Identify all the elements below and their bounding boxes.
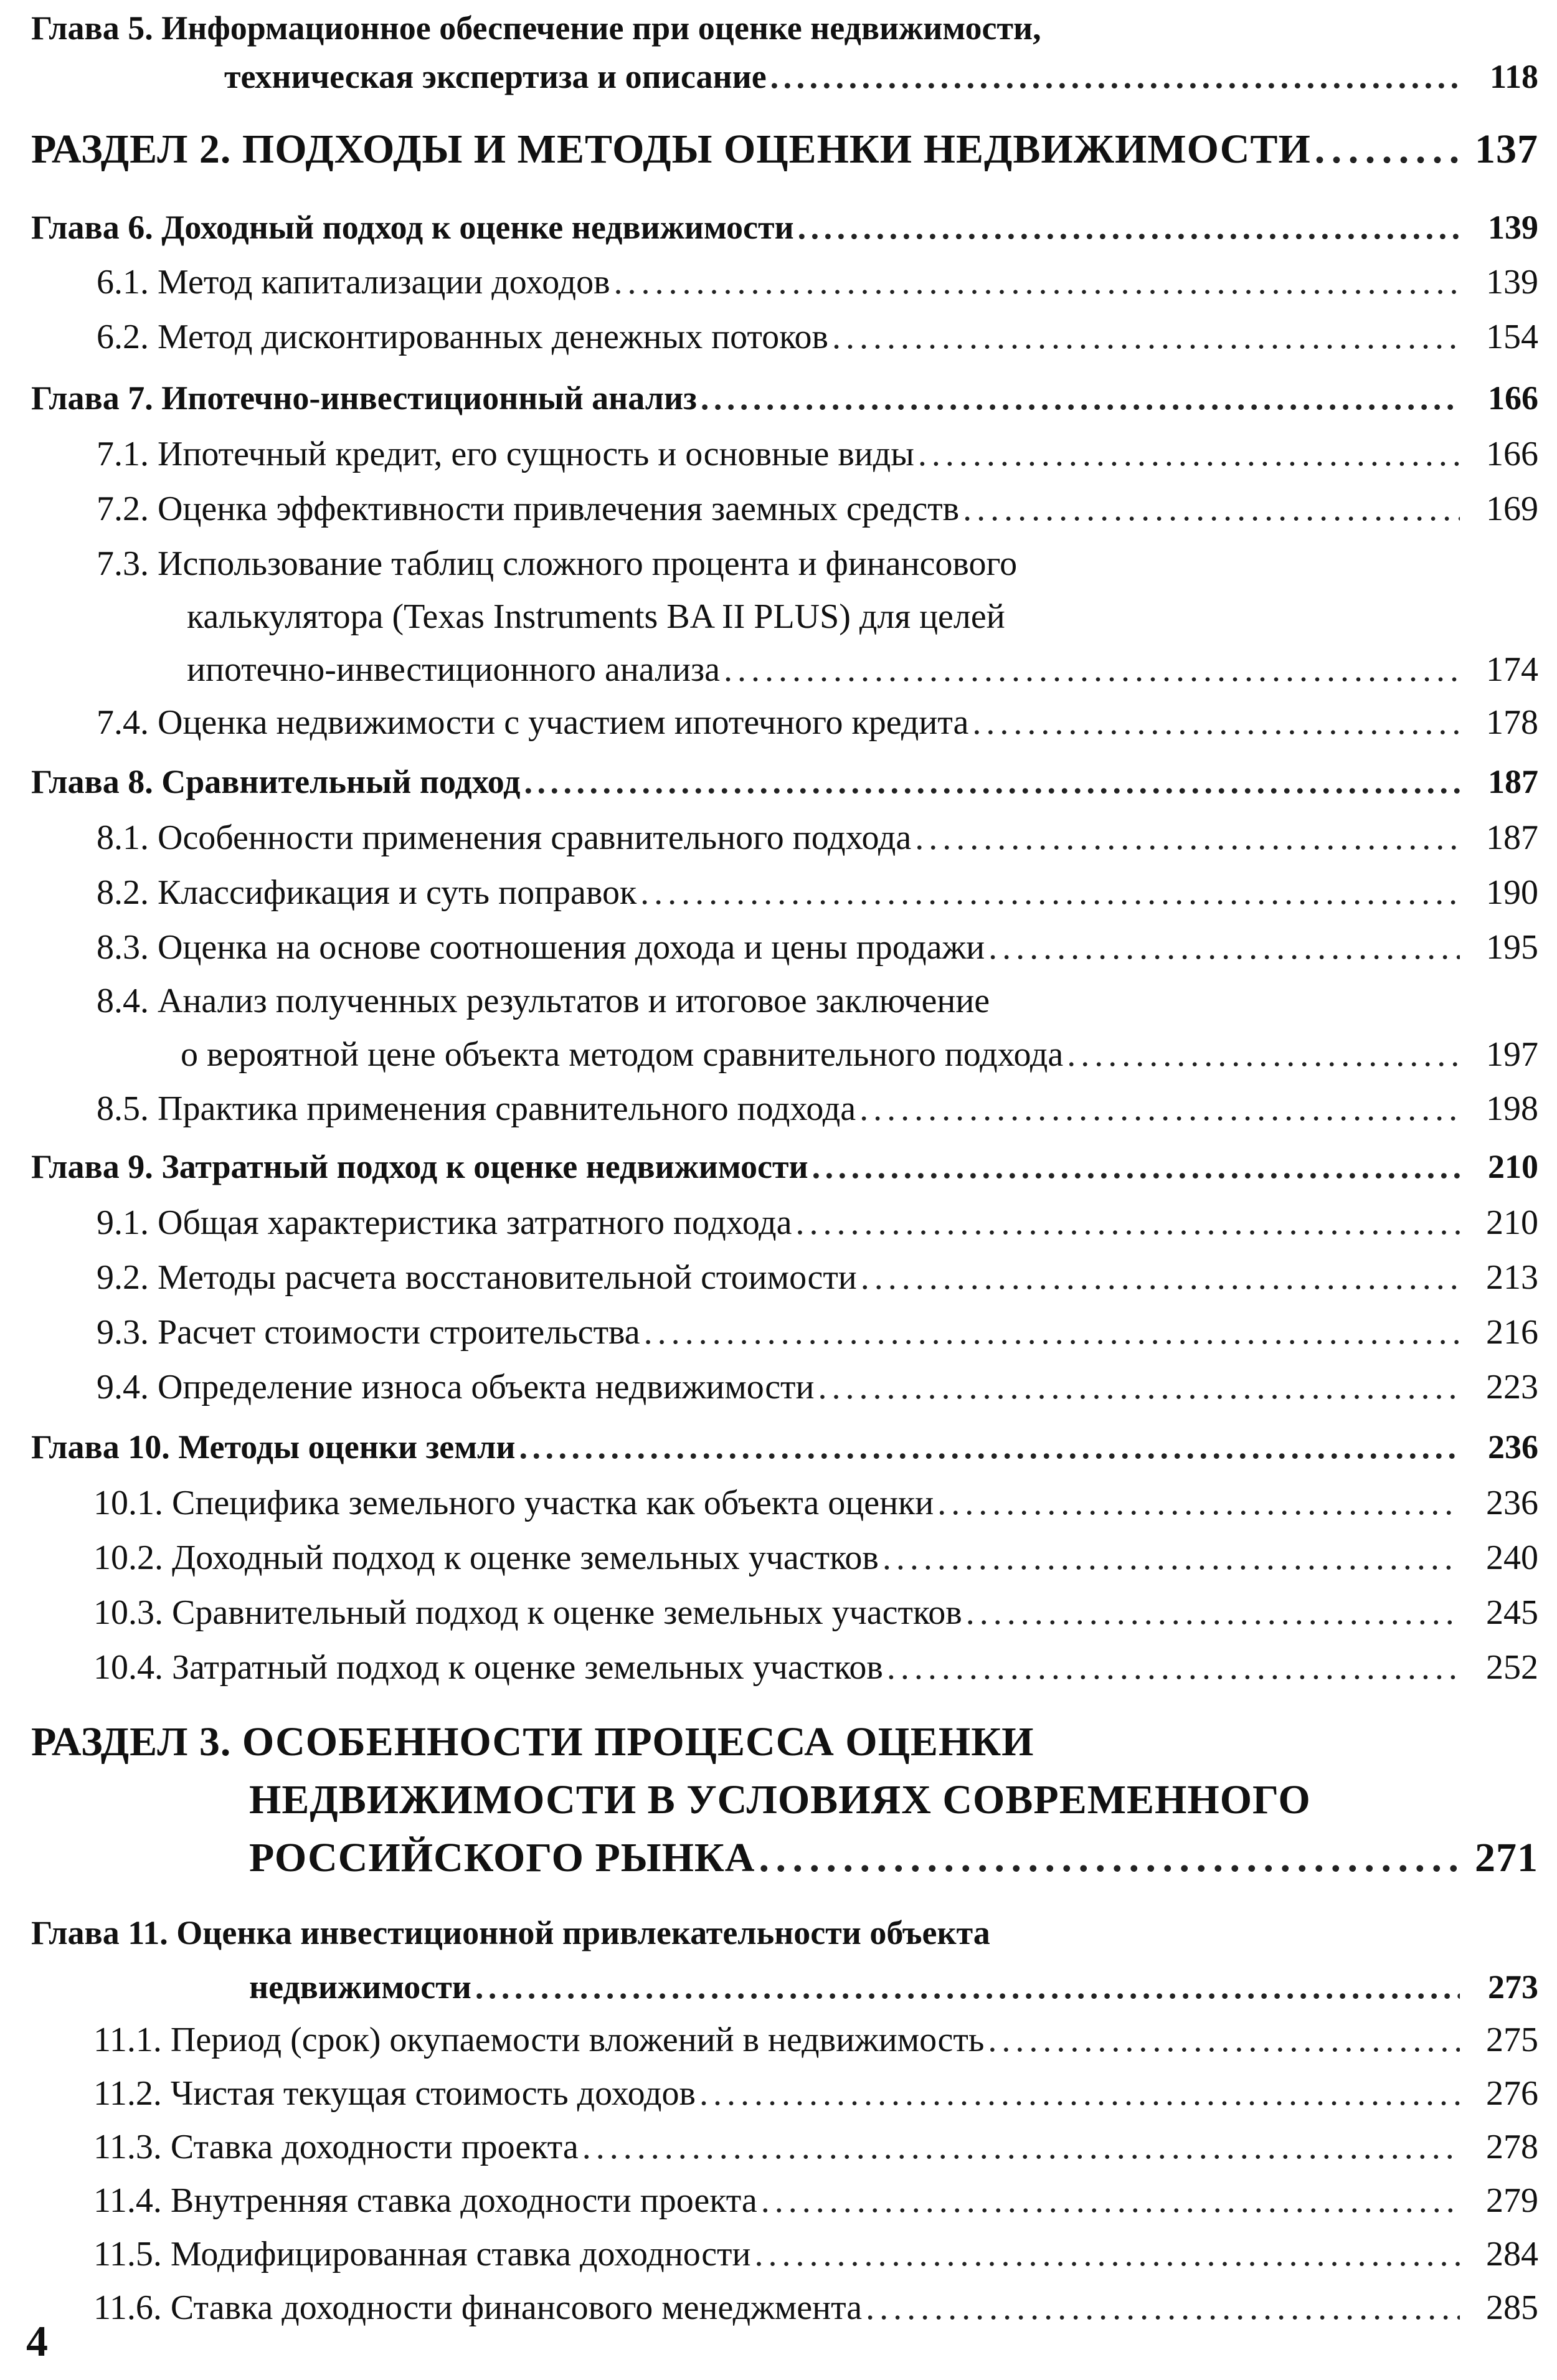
toc-subsection-10-1 bbox=[0, 1481, 1557, 1525]
toc-subsection-8-2 bbox=[0, 871, 1557, 914]
toc-entry-title: 11.5. Модифицированная ставка доходности bbox=[93, 2235, 751, 2273]
toc-entry-title: 10.2. Доходный подход к оценке земельных участков bbox=[93, 1538, 879, 1577]
toc-subsection-11-5 bbox=[0, 2232, 1557, 2276]
toc-entry-page: 137 bbox=[1475, 126, 1538, 172]
toc-entry-page: 236 bbox=[1488, 1428, 1538, 1466]
toc-subsection-8-5 bbox=[0, 1087, 1557, 1131]
toc-section-3 bbox=[0, 1836, 1557, 1880]
toc-subsection-9-2 bbox=[0, 1256, 1557, 1299]
toc-subsection-9-3 bbox=[0, 1311, 1557, 1354]
toc-entry-page: 169 bbox=[1486, 490, 1538, 528]
toc-entry-title: 11.3. Ставка доходности проекта bbox=[93, 2128, 579, 2166]
toc-subsection-8-3 bbox=[0, 926, 1557, 969]
toc-entry-title: 9.1. Общая характеристика затратного подхода bbox=[97, 1203, 792, 1242]
toc-subsection-9-4 bbox=[0, 1365, 1557, 1409]
toc-entry-title: 11.6. Ставка доходности финансового менеджмента bbox=[93, 2288, 863, 2327]
toc-entry-title: техническая экспертиза и описание bbox=[224, 58, 767, 95]
toc-entry-title: 6.1. Метод капитализации доходов bbox=[97, 263, 610, 301]
toc-entry-title: 9.2. Методы расчета восстановительной стоимости bbox=[97, 1258, 857, 1297]
toc-entry-title: 9.3. Расчет стоимости строительства bbox=[97, 1313, 640, 1352]
toc-chapter-10 bbox=[0, 1425, 1557, 1469]
toc-subsection-7-3 bbox=[0, 648, 1557, 691]
toc-entry-page: 118 bbox=[1489, 58, 1538, 95]
toc-entry-title: 6.2. Метод дисконтированных денежных потоков bbox=[97, 318, 828, 356]
toc-chapter-11-line-1: Глава 11. Оценка инвестиционной привлекательности объекта bbox=[31, 1914, 990, 1951]
toc-entry-title: 11.1. Период (срок) окупаемости вложений в недвижимость bbox=[93, 2021, 985, 2059]
toc-entry-page: 275 bbox=[1486, 2021, 1538, 2059]
toc-entry-title: 10.4. Затратный подход к оценке земельных участков bbox=[93, 1648, 883, 1687]
toc-entry-title: 10.1. Специфика земельного участка как объекта оценки bbox=[93, 1484, 934, 1522]
toc-entry-page: 166 bbox=[1486, 435, 1538, 473]
toc-entry-page: 154 bbox=[1486, 318, 1538, 356]
toc-chapter-8 bbox=[0, 760, 1557, 804]
toc-entry-page: 166 bbox=[1488, 379, 1538, 417]
toc-entry-page: 139 bbox=[1488, 209, 1538, 246]
toc-section-2 bbox=[0, 128, 1557, 171]
toc-entry-title: Глава 6. Доходный подход к оценке недвижимости bbox=[31, 209, 794, 246]
toc-entry-page: 223 bbox=[1486, 1368, 1538, 1406]
toc-chapter-5-line-1: Глава 5. Информационное обеспечение при оценке недвижимости, bbox=[31, 9, 1041, 47]
toc-entry-title: 8.2. Классификация и суть поправок bbox=[97, 873, 637, 912]
page-number: 4 bbox=[26, 2318, 48, 2366]
toc-entry-title: 8.1. Особенности применения сравнительного подхода bbox=[97, 818, 912, 857]
toc-entry-page: 216 bbox=[1486, 1313, 1538, 1352]
toc-subsection-6-1 bbox=[0, 260, 1557, 304]
toc-entry-page: 252 bbox=[1486, 1648, 1538, 1687]
toc-subsection-11-2 bbox=[0, 2072, 1557, 2115]
toc-entry-page: 197 bbox=[1486, 1035, 1538, 1074]
toc-entry-title: 11.2. Чистая текущая стоимость доходов bbox=[93, 2074, 696, 2113]
toc-entry-page: 245 bbox=[1486, 1593, 1538, 1632]
toc-section-3-line-1: РАЗДЕЛ 3. ОСОБЕННОСТИ ПРОЦЕССА ОЦЕНКИ bbox=[31, 1719, 1034, 1765]
toc-subsection-7-3-line-1: 7.3. Использование таблиц сложного процента и финансового bbox=[97, 544, 1018, 583]
toc-subsection-10-4 bbox=[0, 1646, 1557, 1689]
toc-entry-title: 8.5. Практика применения сравнительного подхода bbox=[97, 1089, 856, 1128]
toc-subsection-11-6 bbox=[0, 2286, 1557, 2330]
toc-entry-page: 284 bbox=[1486, 2235, 1538, 2273]
toc-entry-page: 187 bbox=[1488, 763, 1538, 800]
toc-section-3-line-2: НЕДВИЖИМОСТИ В УСЛОВИЯХ СОВРЕМЕННОГО bbox=[249, 1777, 1311, 1823]
toc-entry-page: 240 bbox=[1486, 1538, 1538, 1577]
toc-entry-page: 213 bbox=[1486, 1258, 1538, 1297]
toc-entry-page: 198 bbox=[1486, 1089, 1538, 1128]
toc-entry-title: РАЗДЕЛ 2. ПОДХОДЫ И МЕТОДЫ ОЦЕНКИ НЕДВИЖИМОСТИ bbox=[31, 126, 1311, 172]
toc-entry-title: Глава 8. Сравнительный подход bbox=[31, 763, 521, 800]
toc-chapter-5 bbox=[0, 55, 1557, 98]
toc-entry-page: 271 bbox=[1475, 1835, 1538, 1880]
toc-subsection-9-1 bbox=[0, 1201, 1557, 1245]
toc-entry-title: 7.2. Оценка эффективности привлечения заемных средств bbox=[97, 490, 960, 528]
toc-subsection-7-4 bbox=[0, 701, 1557, 744]
toc-entry-page: 279 bbox=[1486, 2181, 1538, 2220]
toc-entry-title: недвижимости bbox=[249, 1968, 471, 2006]
toc-entry-page: 236 bbox=[1486, 1484, 1538, 1522]
toc-subsection-11-4 bbox=[0, 2179, 1557, 2222]
toc-subsection-7-1 bbox=[0, 432, 1557, 476]
toc-subsection-8-4-line-1: 8.4. Анализ полученных результатов и итоговое заключение bbox=[97, 982, 990, 1020]
toc-subsection-6-2 bbox=[0, 315, 1557, 359]
toc-chapter-7 bbox=[0, 376, 1557, 420]
toc-entry-title: 7.1. Ипотечный кредит, его сущность и основные виды bbox=[97, 435, 914, 473]
toc-subsection-7-2 bbox=[0, 487, 1557, 531]
toc-subsection-11-3 bbox=[0, 2125, 1557, 2169]
toc-subsection-8-4 bbox=[0, 1033, 1557, 1076]
toc-subsection-10-2 bbox=[0, 1536, 1557, 1580]
toc-entry-title: 9.4. Определение износа объекта недвижимости bbox=[97, 1368, 815, 1406]
toc-entry-title: ипотечно-инвестиционного анализа bbox=[187, 650, 721, 689]
toc-subsection-11-1 bbox=[0, 2018, 1557, 2062]
toc-entry-page: 278 bbox=[1486, 2128, 1538, 2166]
toc-entry-page: 210 bbox=[1488, 1148, 1538, 1185]
toc-entry-title: 8.3. Оценка на основе соотношения дохода и цены продажи bbox=[97, 928, 985, 967]
toc-entry-title: Глава 9. Затратный подход к оценке недвижимости bbox=[31, 1148, 808, 1185]
toc-entry-page: 273 bbox=[1488, 1968, 1538, 2006]
toc-entry-title: Глава 7. Ипотечно-инвестиционный анализ bbox=[31, 379, 697, 417]
toc-entry-title: Глава 10. Методы оценки земли bbox=[31, 1428, 516, 1466]
toc-chapter-6 bbox=[0, 206, 1557, 249]
toc-entry-page: 276 bbox=[1486, 2074, 1538, 2113]
toc-chapter-9 bbox=[0, 1145, 1557, 1188]
toc-entry-page: 190 bbox=[1486, 873, 1538, 912]
toc-entry-title: 7.4. Оценка недвижимости с участием ипотечного кредита bbox=[97, 703, 969, 742]
toc-entry-page: 195 bbox=[1486, 928, 1538, 967]
toc-entry-page: 210 bbox=[1486, 1203, 1538, 1242]
toc-entry-title: 11.4. Внутренняя ставка доходности проекта bbox=[93, 2181, 757, 2220]
toc-chapter-11 bbox=[0, 1965, 1557, 2009]
toc-entry-page: 285 bbox=[1486, 2288, 1538, 2327]
toc-subsection-7-3-line-2: калькулятора (Texas Instruments BA II PLUS) для целей bbox=[187, 597, 1005, 636]
toc-entry-page: 174 bbox=[1486, 650, 1538, 689]
toc-entry-page: 139 bbox=[1486, 263, 1538, 301]
toc-entry-page: 178 bbox=[1486, 703, 1538, 742]
toc-entry-title: о вероятной цене объекта методом сравнительного подхода bbox=[181, 1035, 1064, 1074]
toc-entry-page: 187 bbox=[1486, 818, 1538, 857]
toc-entry-title: РОССИЙСКОГО РЫНКА bbox=[249, 1835, 755, 1880]
toc-subsection-10-3 bbox=[0, 1591, 1557, 1634]
toc-entry-title: 10.3. Сравнительный подход к оценке земельных участков bbox=[93, 1593, 962, 1632]
toc-subsection-8-1 bbox=[0, 816, 1557, 860]
